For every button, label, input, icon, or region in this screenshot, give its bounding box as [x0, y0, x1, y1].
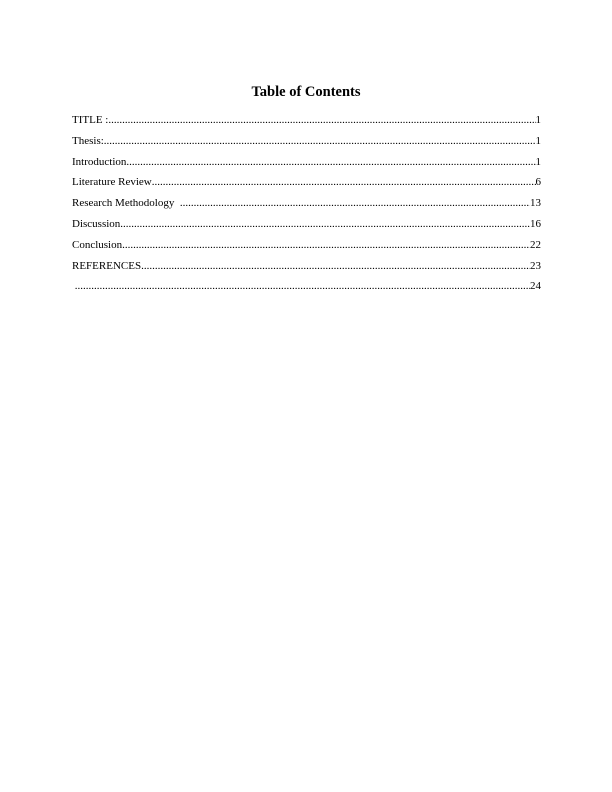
- toc-entry-label: Introduction: [72, 155, 127, 168]
- toc-entry-research-methodology[interactable]: [72, 196, 541, 217]
- toc-dot-leader: [120, 217, 530, 231]
- toc-page-number: 1: [535, 114, 541, 126]
- toc-page-number: 22: [530, 238, 541, 251]
- toc-dot-leader: [75, 279, 530, 293]
- toc-entry-label: Research Methodology: [72, 197, 180, 210]
- toc-dot-leader: [152, 175, 536, 189]
- toc-dot-leader: [104, 134, 536, 148]
- toc-entry-thesis[interactable]: [72, 134, 541, 155]
- toc-entry-title[interactable]: [72, 113, 541, 134]
- toc-entry-label: Literature Review: [72, 176, 152, 189]
- toc-heading: Table of Contents: [251, 84, 361, 100]
- toc-entry-conclusion[interactable]: [72, 238, 541, 259]
- toc-page-number: 24: [530, 280, 541, 293]
- toc-entry-label: REFERENCES: [72, 259, 142, 272]
- toc-page-number: 6: [535, 176, 541, 189]
- toc-page-number: 16: [530, 217, 541, 230]
- toc-entry-untitled[interactable]: [72, 279, 541, 300]
- toc-list: [72, 113, 541, 300]
- toc-page-number: 13: [530, 197, 541, 210]
- toc-dot-leader: [141, 259, 530, 273]
- toc-page-number: 1: [535, 134, 541, 147]
- toc-entry-label: Conclusion: [72, 238, 123, 251]
- toc-page-number: 23: [530, 259, 541, 272]
- toc-dot-leader: [180, 196, 530, 210]
- toc-page-number: 1: [535, 155, 541, 168]
- toc-entry-discussion[interactable]: [72, 217, 541, 238]
- toc-entry-label: Discussion: [72, 217, 121, 230]
- toc-entry-references[interactable]: [72, 259, 541, 280]
- toc-dot-leader: [122, 238, 530, 252]
- toc-entry-label: Thesis:: [72, 134, 104, 147]
- toc-dot-leader: [126, 155, 535, 169]
- toc-entry-label: TITLE :: [72, 114, 109, 126]
- toc-entry-literature-review[interactable]: [72, 175, 541, 196]
- toc-dot-leader: [108, 113, 535, 127]
- toc-entry-introduction[interactable]: [72, 155, 541, 176]
